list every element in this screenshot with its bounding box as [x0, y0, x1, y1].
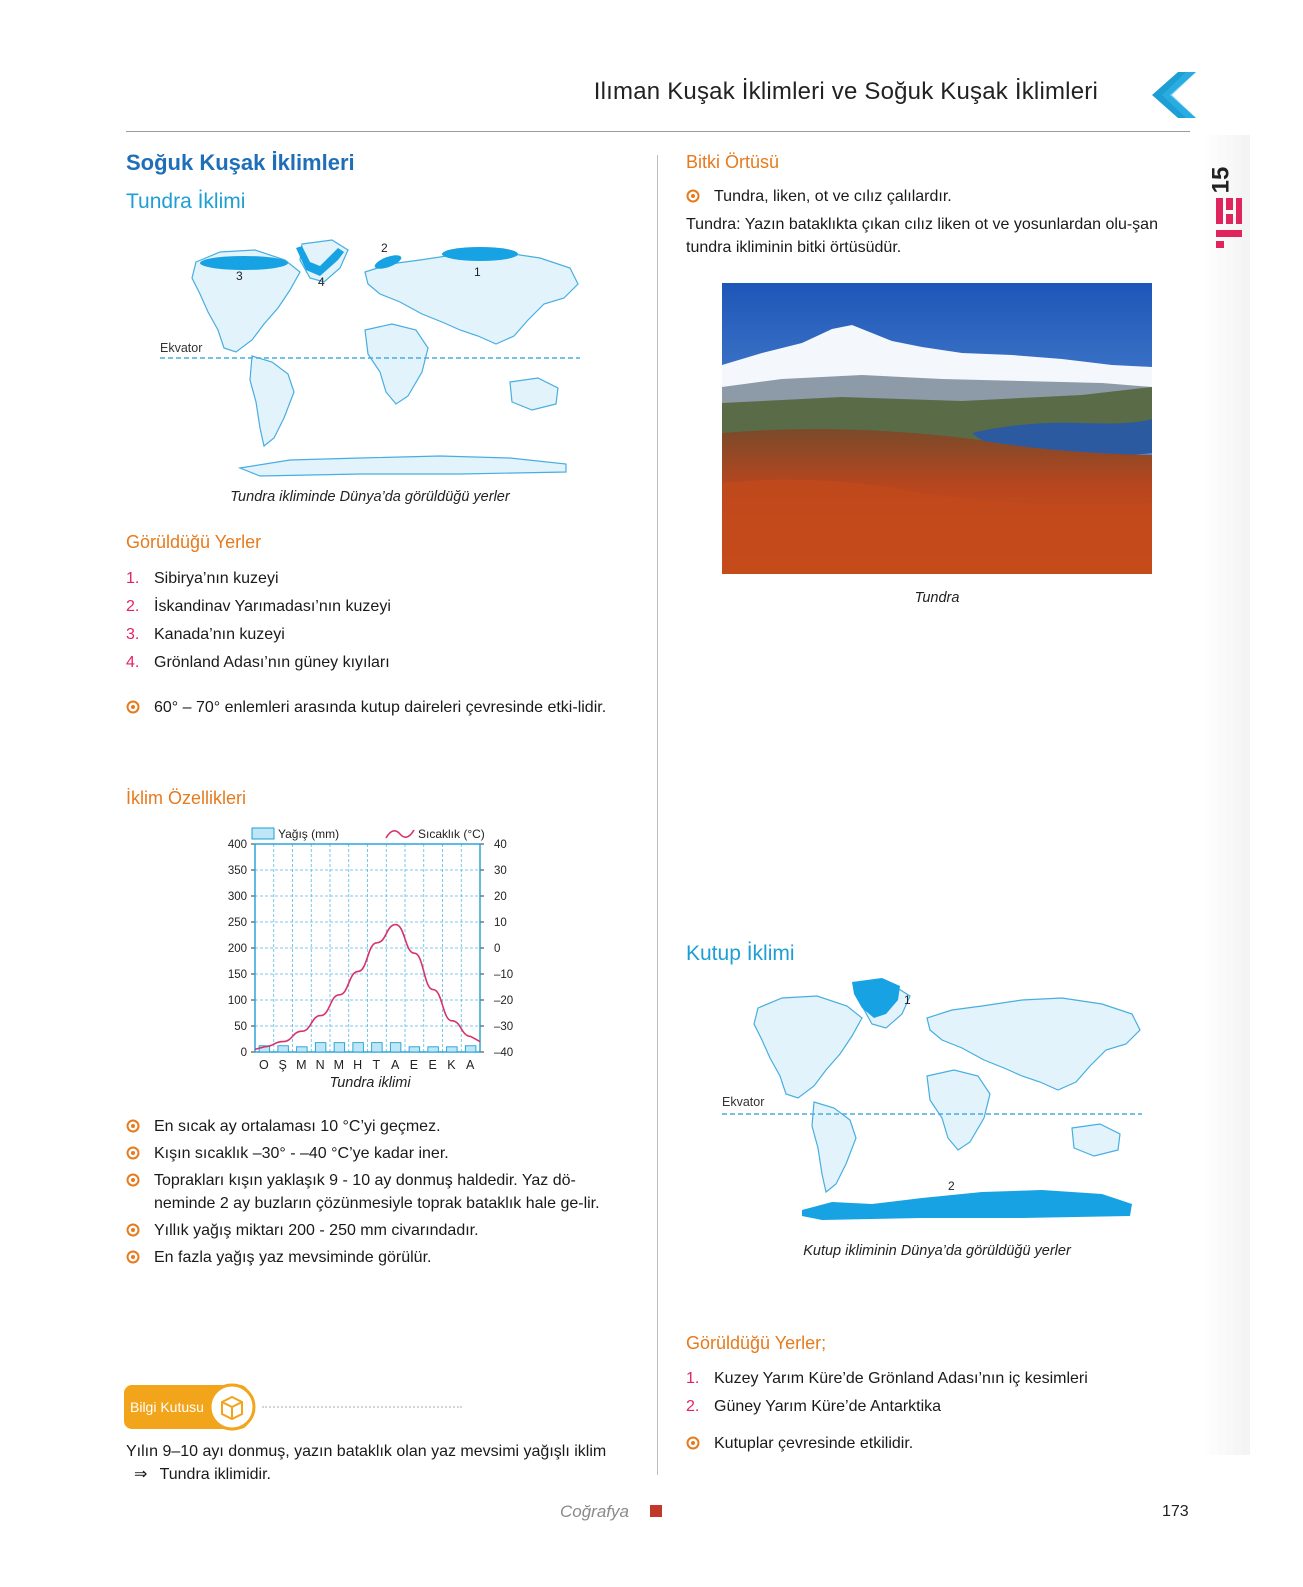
x-tick-label: A	[390, 1058, 401, 1072]
target-bullet-icon	[686, 1432, 714, 1455]
map-label-2: 2	[381, 241, 388, 255]
africa-shape	[365, 324, 428, 404]
y-right-tick-label: –30	[494, 1021, 514, 1033]
chart-legend	[252, 827, 485, 841]
polar-places-list	[686, 1365, 1186, 1421]
tundra-world-map	[160, 232, 600, 488]
y-right-tick-label: –40	[494, 1047, 514, 1059]
y-left-tick-label: 150	[227, 969, 247, 981]
precipitation-bar	[465, 1046, 476, 1052]
target-bullet-icon	[126, 696, 154, 719]
list-item: Toprakları kışın yaklaşık 9 - 10 ay donmuş haldedir. Yaz dö-neminde 2 ay buzların çözünmesiyle toprak bataklık hale ge-lir.	[126, 1169, 626, 1215]
x-tick-label: E	[428, 1058, 438, 1072]
x-tick-label: M	[333, 1058, 346, 1072]
x-tick-label: E	[409, 1058, 420, 1072]
precipitation-bar	[372, 1043, 383, 1052]
precipitation-bar	[353, 1043, 364, 1052]
list-item: 1. Sibirya’nın kuzeyi	[126, 570, 279, 587]
target-bullet-icon	[126, 1169, 154, 1192]
precipitation-bar	[278, 1046, 289, 1052]
list-item: 3. Kanada’nın kuzeyi	[126, 626, 285, 643]
footer-subject: Coğrafya	[560, 1502, 629, 1521]
legend-line-swatch	[386, 830, 414, 838]
x-tick-label: K	[447, 1058, 457, 1072]
section-title: Soğuk Kuşak İklimleri	[126, 150, 355, 175]
south-america-shape	[812, 1102, 856, 1192]
list-item: Yıllık yağış miktarı 200 - 250 mm civarındadır.	[126, 1219, 626, 1242]
list-item: En fazla yağış yaz mevsiminde görülür.	[126, 1246, 626, 1269]
y-left-tick-label: 100	[227, 995, 247, 1007]
chart-caption: Tundra iklimi	[329, 1075, 411, 1091]
x-tick-label: H	[353, 1058, 364, 1072]
tundra-map-caption: Tundra ikliminde Dünya’da görüldüğü yerler	[230, 489, 510, 505]
polar-title: Kutup İklimi	[686, 942, 795, 965]
map-label-1: 1	[474, 265, 481, 279]
list-item: 1. Kuzey Yarım Küre’de Grönland Adası’nın iç kesimleri	[686, 1370, 1088, 1387]
precipitation-bar	[409, 1047, 420, 1052]
info-box-cube-icon	[208, 1383, 256, 1431]
tundra-climate-chart	[210, 826, 530, 1116]
equator-label: Ekvator	[160, 341, 203, 355]
map-label-4: 4	[318, 275, 325, 289]
list-item: Kışın sıcaklık –30° - –40 °C’ye kadar iner.	[126, 1142, 626, 1165]
region-siberia-shape	[442, 247, 518, 261]
precipitation-bar	[297, 1047, 308, 1052]
subsection-title: Tundra İklimi	[126, 190, 246, 213]
tundra-landscape-photo	[722, 283, 1152, 574]
chevron-left-icon	[1152, 72, 1196, 118]
column-divider	[657, 155, 658, 1475]
list-item: 2. Güney Yarım Küre’de Antarktika	[686, 1398, 942, 1415]
info-box-label: Bilgi Kutusu	[124, 1385, 248, 1429]
side-tab-label: 15	[1207, 166, 1235, 194]
y-right-tick-label: 10	[494, 917, 507, 929]
y-left-tick-label: 250	[227, 917, 247, 929]
target-bullet-icon	[126, 1219, 154, 1242]
info-box-header	[124, 1383, 464, 1431]
map-label-2: 2	[948, 1179, 955, 1193]
page-header-title: Ilıman Kuşak İklimleri ve Soğuk Kuşak İklimleri	[593, 78, 1098, 105]
y-left-tick-label: 0	[240, 1047, 247, 1059]
places-note: 60° – 70° enlemleri arasında kutup daireleri çevresinde etki-lidir.	[126, 696, 626, 719]
tundra-photo-caption: Tundra	[914, 590, 960, 606]
precipitation-bar	[390, 1043, 401, 1052]
target-bullet-icon	[686, 185, 714, 208]
legend-bar-label: Yağış (mm)	[278, 827, 340, 841]
x-tick-label: A	[465, 1058, 476, 1072]
x-tick-label: O	[259, 1058, 270, 1072]
target-bullet-icon	[126, 1115, 154, 1138]
map-label-1: 1	[904, 993, 911, 1007]
south-america-shape	[250, 356, 294, 446]
info-box-text: Yılın 9–10 ayı donmuş, yazın bataklık olan yaz mevsimi yağışlı iklim ⇒ Tundra iklimidir.	[126, 1443, 607, 1483]
precipitation-bar	[428, 1047, 439, 1052]
map-label-3: 3	[236, 269, 243, 283]
list-item: En sıcak ay ortalaması 10 °C’yi geçmez.	[126, 1115, 626, 1138]
info-box-dotted-rule	[262, 1406, 462, 1408]
target-bullet-icon	[126, 1142, 154, 1165]
y-left-tick-label: 350	[227, 865, 247, 877]
precipitation-bar	[315, 1043, 326, 1052]
region-antarctica-shape	[802, 1190, 1132, 1220]
flora-text: Tundra: Yazın bataklıkta çıkan cılız liken ot ve yosunlardan olu-şan tundra ikliminin bitki örtüsüdür.	[686, 216, 1158, 256]
places-heading: Görüldüğü Yerler	[126, 532, 262, 552]
precipitation-bar	[447, 1047, 458, 1052]
flora-heading: Bitki Örtüsü	[686, 152, 780, 172]
north-america-shape	[754, 996, 862, 1098]
y-right-tick-label: 0	[494, 943, 501, 955]
implies-arrow-icon: ⇒	[134, 1466, 148, 1483]
y-right-tick-label: –10	[494, 969, 514, 981]
y-left-tick-label: 50	[234, 1021, 247, 1033]
australia-shape	[510, 378, 558, 410]
australia-shape	[1072, 1124, 1120, 1156]
y-right-tick-label: 40	[494, 839, 507, 851]
y-right-tick-label: 20	[494, 891, 507, 903]
y-left-tick-label: 300	[227, 891, 247, 903]
polar-map-caption: Kutup ikliminin Dünya’da görüldüğü yerler	[803, 1243, 1071, 1259]
x-tick-label: N	[315, 1058, 326, 1072]
y-right-tick-label: 30	[494, 865, 507, 877]
x-tick-label: Ş	[278, 1058, 288, 1072]
list-item: 2. İskandinav Yarımadası’nın kuzeyi	[126, 598, 391, 615]
chart-plot-area	[228, 839, 513, 1072]
legend-bar-swatch	[252, 828, 274, 839]
legend-line-label: Sıcaklık (°C)	[418, 827, 485, 841]
side-tab	[1207, 154, 1242, 250]
page-number: 173	[1162, 1503, 1189, 1520]
y-left-tick-label: 200	[227, 943, 247, 955]
africa-shape	[927, 1070, 990, 1150]
polar-world-map	[722, 978, 1162, 1234]
x-tick-label: M	[296, 1058, 308, 1072]
header-divider	[126, 131, 1190, 132]
list-item: 4. Grönland Adası’nın güney kıyıları	[126, 654, 390, 671]
y-left-tick-label: 400	[227, 839, 247, 851]
antarctica-shape	[240, 456, 566, 476]
side-strip	[1202, 135, 1250, 1455]
features-list	[126, 1115, 626, 1269]
polar-note: Kutuplar çevresinde etkilidir.	[686, 1432, 1186, 1455]
flora-bullet: Tundra, liken, ot ve cılız çalılardır.	[686, 185, 1186, 208]
x-tick-label: T	[372, 1058, 382, 1072]
polar-places-heading: Görüldüğü Yerler;	[686, 1333, 827, 1353]
places-list	[126, 565, 626, 677]
precipitation-bar	[334, 1043, 345, 1052]
footer-square-icon	[650, 1505, 662, 1517]
features-heading: İklim Özellikleri	[126, 788, 247, 808]
equator-label: Ekvator	[722, 1095, 765, 1109]
region-canada-shape	[200, 256, 288, 270]
side-tab-logo-icon	[1216, 198, 1242, 248]
target-bullet-icon	[126, 1246, 154, 1269]
y-right-tick-label: –20	[494, 995, 514, 1007]
